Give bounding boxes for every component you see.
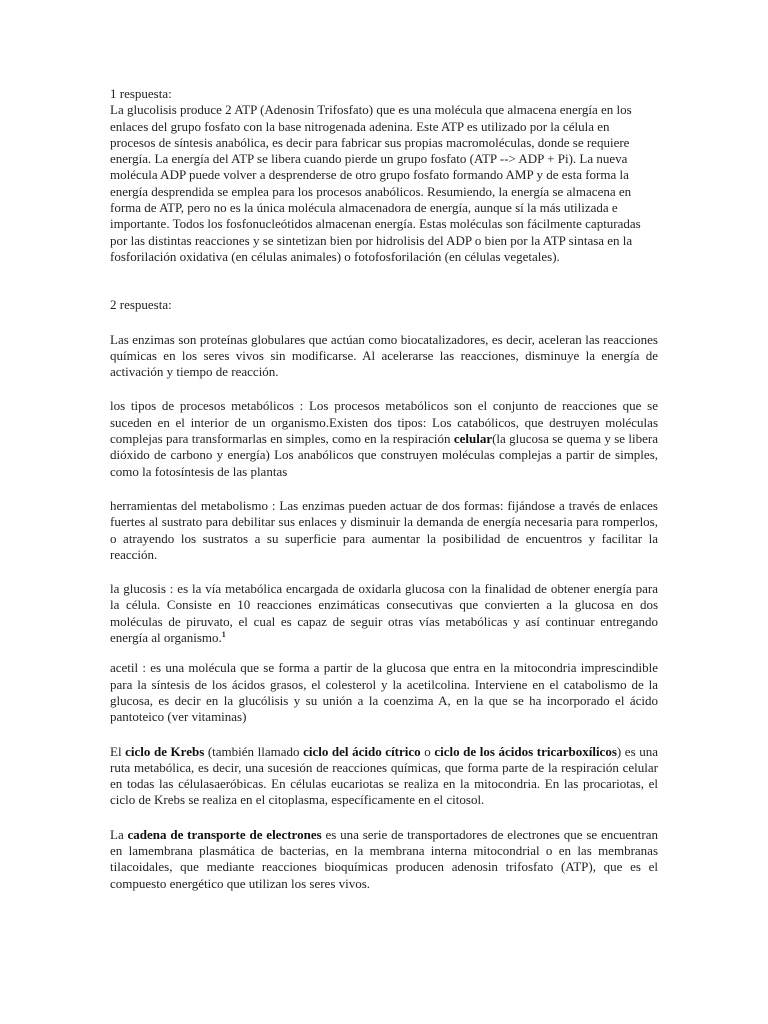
herramientas-paragraph: herramientas del metabolismo : Las enzimas pueden actuar de dos formas: fijándose a través de enlaces fuertes al sustrato para debilitar sus enlaces y disminuir la demanda de energía necesaria para romperlos, o atrayendo los sustratos a su superficie para aumentar la posibilidad de encuentros y facilitar la reacción. (110, 497, 658, 562)
section-1-body: La glucolisis produce 2 ATP (Adenosin Trifosfato) que es una molécula que almacena energía en los enlaces del grupo fosfato con la base nitrogenada adenina. Este ATP es utilizado por la célula en procesos de síntesis anabólica, es decir para fabricar sus propias macromoléculas, donde se requiere energía. La energía del ATP se libera cuando pierde un grupo fosfato (ATP --> ADP + Pi). La nueva molécula ADP puede volver a desprenderse de otro grupo fosfato formando AMP y de esta forma la energía desprendida se emplea para los procesos anabólicos. Resumiendo, la energía se almacena en forma de ATP, pero no es la única molécula almacenadora de energía, aunque sí la más utilizada e importante. Todos los fosfonucleótidos almacenan energía. Estas moléculas son fácilmente capturadas por las distintas reacciones y se sintetizan bien por hidrolisis del ADP o bien por la ATP sintasa en la fosforilación oxidativa (en células animales) o fotofosforilación (en células vegetales). (110, 102, 641, 264)
krebs-text-2: (también llamado (204, 743, 304, 759)
glucosis-paragraph (110, 581, 658, 646)
footnote-marker: 1 (221, 630, 226, 640)
section-2-heading: 2 respuesta: (110, 297, 172, 313)
cadena-text-1: La (110, 826, 128, 842)
glucosis-text: la glucosis : es la vía metabólica encargada de oxidarla glucosa con la finalidad de obtener energía para la célula. Consiste en 10 reacciones enzimáticas consecutivas que convierten a la glucosa en dos moléculas de piruvato, el cual es capaz de seguir otras vías metabólicas y así continuar entregando energía al organismo. (110, 581, 658, 646)
tipos-bold-celular: celular (453, 431, 493, 447)
krebs-bold-1: ciclo de Krebs (125, 743, 205, 759)
cadena-text-2: es una serie de transportadores de electrones que se encuentran en lamembrana plasmática de bacterias, en la membrana interna mitocondrial o en las membranas tilacoidales, que mediante reacciones bioquímicas producen adenosin trifosfato (ATP), que es el compuesto energético que utilizan los seres vivos. (110, 826, 658, 891)
krebs-text-3: o (420, 743, 435, 759)
tipos-procesos-paragraph (110, 398, 658, 479)
section-1-heading: 1 respuesta: (110, 86, 172, 101)
krebs-text-1: El (110, 743, 126, 759)
acetil-paragraph: acetil : es una molécula que se forma a partir de la glucosa que entra en la mitocondria imprescindible para la síntesis de los ácidos grasos, el colesterol y la acetilcolina. Interviene en el catabolismo de la glucosa, es decir en la glucólisis y su unión a la coenzima A, en la que se ha incorporado el ácido pantoteico (ver vitaminas) (110, 660, 658, 725)
document-page (110, 86, 658, 892)
cadena-bold: cadena de transporte de electrones (127, 826, 322, 842)
krebs-bold-2: ciclo del ácido cítrico (303, 743, 421, 759)
enzimas-paragraph: Las enzimas son proteínas globulares que actúan como biocatalizadores, es decir, aceleran las reacciones químicas en los seres vivos sin modificarse. Al acelerarse las reacciones, disminuye la energía de activación y tiempo de reacción. (110, 331, 658, 380)
tipos-text-a: los tipos de procesos metabólicos : Los procesos metabólicos son el conjunto de reacciones que se suceden en el interior de un organismo.Existen dos tipos: Los catabólicos, que destruyen moléculas complejas para transformarlas en simples, como en la respiración (110, 398, 658, 447)
krebs-bold-3: ciclo de los ácidos tricarboxílicos (434, 743, 617, 759)
tipos-text-b: (la glucosa se quema y se libera dióxido de carbono y energía) Los anabólicos que construyen moléculas complejas a partir de simples, como la fotosíntesis de las plantas (110, 431, 659, 479)
krebs-paragraph (110, 744, 658, 809)
cadena-paragraph (110, 827, 658, 892)
krebs-text-4: ) es una ruta metabólica, es decir, una sucesión de reacciones químicas, que forma parte de la respiración celular en todas las célulasaeróbicas. En células eucariotas se realiza en la mitocondria. En las procariotas, el ciclo de Krebs se realiza en el citoplasma, específicamente en el citosol. (110, 743, 658, 808)
